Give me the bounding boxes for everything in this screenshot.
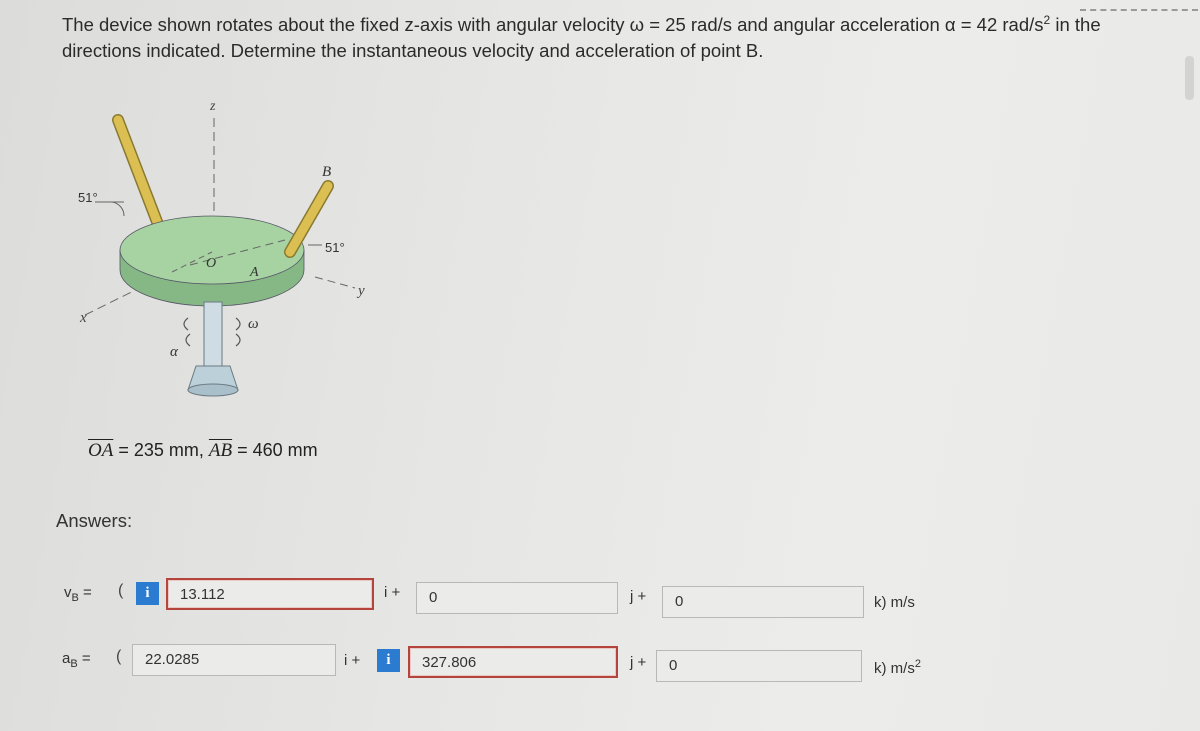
ab-value: = 460 mm bbox=[232, 440, 318, 460]
scrollbar-thumb[interactable] bbox=[1185, 56, 1194, 100]
velocity-sub: B bbox=[71, 592, 79, 604]
alpha-label: α bbox=[170, 344, 178, 360]
left-angle-label: 51° bbox=[78, 190, 98, 205]
velocity-j-field[interactable]: 0 bbox=[416, 582, 618, 614]
acceleration-j-field[interactable]: 327.806 bbox=[408, 646, 618, 678]
velocity-symbol: v bbox=[64, 584, 72, 601]
dimensions-line bbox=[88, 440, 318, 462]
velocity-i-unit: i + bbox=[384, 584, 401, 601]
velocity-eq: = bbox=[78, 584, 92, 601]
ab-label: $\overline{AB}$ bbox=[208, 440, 233, 461]
problem-text-1: The device shown rotates about the fixed z-axis with angular velocity ω = 25 rad/s and angular acceleration α = 42 rad/s bbox=[62, 14, 1044, 35]
point-b-label: B bbox=[322, 164, 332, 180]
velocity-info-icon[interactable]: i bbox=[136, 582, 159, 605]
left-angle-arc bbox=[112, 202, 124, 216]
acceleration-k-unit bbox=[874, 658, 921, 677]
acceleration-info-icon[interactable]: i bbox=[377, 649, 400, 672]
acceleration-k-field[interactable]: 0 bbox=[656, 650, 862, 682]
acceleration-j-unit: j + bbox=[630, 654, 647, 671]
acceleration-i-unit: i + bbox=[344, 652, 361, 669]
answers-label: Answers: bbox=[56, 510, 133, 531]
x-axis-label: x bbox=[80, 310, 87, 326]
acceleration-symbol: a bbox=[62, 650, 71, 667]
acceleration-sub: B bbox=[70, 658, 78, 670]
left-rod bbox=[118, 120, 164, 240]
right-rod bbox=[290, 186, 328, 252]
velocity-k-unit: k) m/s bbox=[874, 594, 915, 611]
velocity-k-field[interactable]: 0 bbox=[662, 586, 864, 618]
acceleration-k-unit-sup: 2 bbox=[914, 658, 921, 670]
top-dashed-divider bbox=[1080, 9, 1198, 11]
point-o-label: O bbox=[206, 256, 217, 271]
oa-label: $\overline{OA}$ bbox=[88, 440, 114, 461]
z-axis-label: z bbox=[210, 99, 216, 114]
device-figure bbox=[60, 90, 400, 420]
acceleration-k-unit-text: k) m/s bbox=[874, 660, 915, 677]
velocity-label bbox=[64, 584, 92, 604]
disk-top bbox=[120, 216, 304, 284]
acceleration-open-paren: ( bbox=[116, 648, 122, 665]
problem-sup: 2 bbox=[1043, 12, 1051, 27]
y-axis-label: y bbox=[358, 283, 365, 299]
oa-value: = 235 mm, bbox=[113, 440, 204, 460]
problem-text-2: in the directions indicated. Determine the instantaneous velocity and acceleration of point B. bbox=[62, 14, 1101, 61]
base-bottom bbox=[188, 384, 238, 396]
problem-statement bbox=[62, 12, 1162, 64]
velocity-j-unit: j + bbox=[630, 588, 647, 605]
acceleration-eq: = bbox=[77, 650, 91, 667]
acceleration-label bbox=[62, 650, 91, 670]
point-a-label: A bbox=[250, 265, 259, 280]
velocity-i-field[interactable]: 13.112 bbox=[166, 578, 374, 610]
velocity-open-paren: ( bbox=[118, 582, 124, 599]
omega-label: ω bbox=[248, 316, 259, 332]
y-axis-line bbox=[315, 277, 355, 288]
shaft bbox=[204, 302, 222, 366]
right-angle-label: 51° bbox=[325, 240, 345, 255]
acceleration-i-field[interactable]: 22.0285 bbox=[132, 644, 336, 676]
